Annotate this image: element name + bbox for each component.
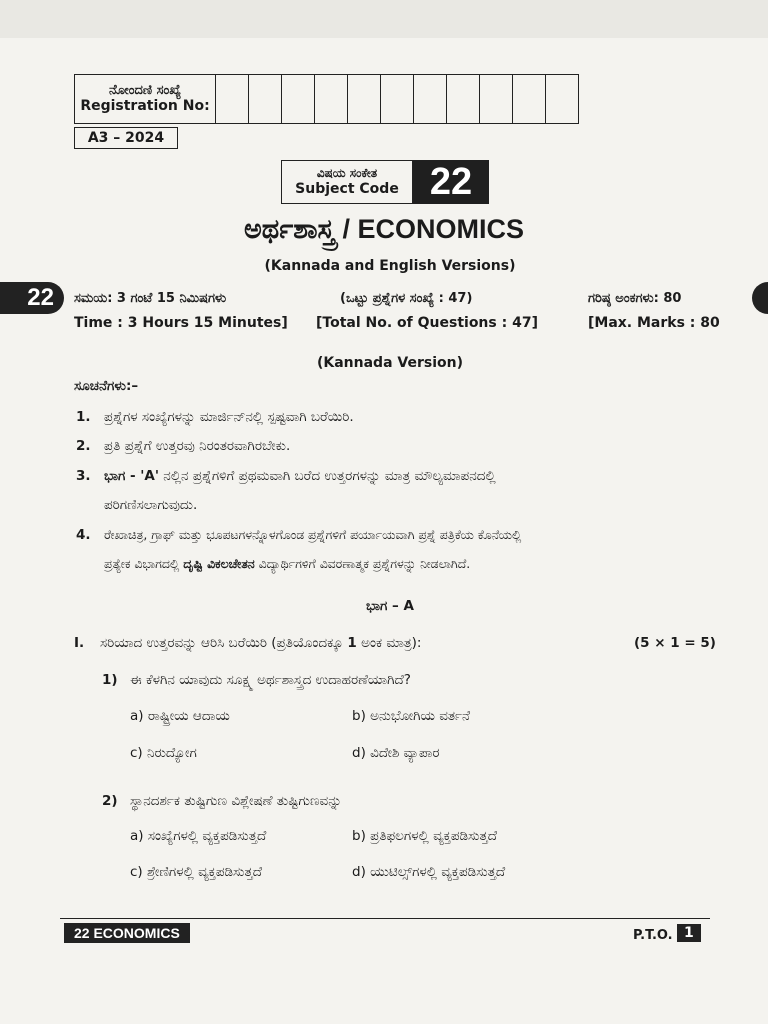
question-text — [100, 635, 421, 651]
instruction-text: ಪ್ರತಿ ಪ್ರಶ್ನೆಗೆ ಉತ್ತರವು ನಿರಂತರವಾಗಿರಬೇಕು. — [104, 438, 291, 454]
instruction-number: 4. — [76, 527, 91, 543]
registration-cell — [348, 75, 381, 124]
page-subtitle: (Kannada and English Versions) — [264, 258, 516, 274]
instruction-number: 3. — [76, 468, 91, 484]
registration-label-english: Registration No: — [80, 98, 210, 115]
instruction-text-part: ಪ್ರತ್ಯೇಕ ವಿಭಾಗದಲ್ಲಿ — [104, 556, 184, 571]
instruction-text-body: ನಲ್ಲಿನ ಪ್ರಶ್ನೆಗಳಿಗೆ ಪ್ರಥಮವಾಗಿ ಬರೆದ ಉತ್ತರಗಳನ್ನು ಮಾತ್ರ ಮೌಲ್ಯಮಾಪನದಲ್ಲಿ — [159, 468, 496, 484]
questions-english: [Total No. of Questions : 47] — [316, 315, 538, 331]
page-number: 1 — [677, 924, 701, 942]
option-a: a) ರಾಷ್ಟ್ರೀಯ ಆದಾಯ — [130, 708, 230, 724]
option-d: d) ವಿದೇಶಿ ವ್ಯಾಪಾರ — [352, 745, 440, 761]
footer-subject-label: 22 ECONOMICS — [64, 923, 190, 943]
time-kannada: ಸಮಯ: 3 ಗಂಟೆ 15 ನಿಮಿಷಗಳು — [74, 291, 227, 306]
instruction-bold-part: ದೃಷ್ಟಿ ವಿಕಲಚೇತನ — [183, 556, 255, 571]
registration-cell — [315, 75, 348, 124]
option-c: c) ನಿರುದ್ಯೋಗ — [130, 745, 197, 761]
version-heading: (Kannada Version) — [316, 355, 463, 371]
option-d: d) ಯುಟಿಲ್ಸ್‌ಗಳಲ್ಲಿ ವ್ಯಕ್ತಪಡಿಸುತ್ತದೆ — [352, 864, 506, 880]
marks-english: [Max. Marks : 80 — [588, 315, 720, 331]
subquestion-number: 1) — [102, 672, 118, 688]
subject-label-kannada: ವಿಷಯ ಸಂಕೇತ — [316, 166, 378, 181]
subject-label-english: Subject Code — [295, 180, 399, 197]
registration-cell — [414, 75, 447, 124]
questions-kannada: (ಒಟ್ಟು ಪ್ರಶ್ನೆಗಳ ಸಂಖ್ಯೆ : 47) — [340, 291, 473, 306]
instruction-bold-prefix: ಭಾಗ - 'A' — [104, 468, 160, 484]
registration-cell — [216, 75, 249, 124]
instruction-text-line2 — [104, 556, 470, 572]
option-b: b) ಅನುಭೋಗಿಯ ವರ್ತನೆ — [352, 708, 471, 724]
registration-label — [75, 75, 216, 124]
section-heading: ಭಾಗ – A — [366, 598, 414, 614]
subquestion-text: ಸ್ಥಾನದರ್ಶಕ ತುಷ್ಟಿಗುಣ ವಿಶ್ಲೇಷಣೆ ತುಷ್ಟಿಗುಣವನ್ನು — [130, 793, 342, 809]
question-number: I. — [74, 635, 85, 651]
instruction-text: ಪ್ರಶ್ನೆಗಳ ಸಂಖ್ಯೆಗಳನ್ನು ಮಾರ್ಜಿನ್‌ನಲ್ಲಿ ಸ್ಪಷ್ಟವಾಗಿ ಬರೆಯಿರಿ. — [104, 409, 354, 425]
subject-code-label — [281, 160, 413, 204]
registration-cell — [513, 75, 546, 124]
question-text-part: ಸರಿಯಾದ ಉತ್ತರವನ್ನು ಆರಿಸಿ ಬರೆಯಿರಿ (ಪ್ರತಿಯೊಂದಕ್ಕೂ — [100, 635, 348, 651]
instruction-number: 2. — [76, 438, 91, 454]
instruction-text-line2: ಪರಿಗಣಿಸಲಾಗುವುದು. — [104, 497, 198, 513]
question-bold-part: 1 — [347, 635, 357, 651]
registration-cell — [546, 75, 579, 124]
subquestion-number: 2) — [102, 793, 118, 809]
instruction-number: 1. — [76, 409, 91, 425]
side-tab-label: 22 — [27, 284, 54, 311]
registration-cell — [480, 75, 513, 124]
marks-kannada: ಗರಿಷ್ಠ ಅಂಕಗಳು: 80 — [588, 291, 682, 306]
registration-cell — [282, 75, 315, 124]
option-b: b) ಪ್ರತಿಫಲಗಳಲ್ಲಿ ವ್ಯಕ್ತಪಡಿಸುತ್ತದೆ — [352, 828, 497, 844]
side-tab — [0, 282, 64, 314]
question-marks: (5 × 1 = 5) — [634, 635, 716, 651]
pto-label: P.T.O. — [633, 928, 673, 943]
subject-code-box — [281, 160, 489, 204]
registration-cell — [381, 75, 414, 124]
paper-code: A3 – 2024 — [74, 127, 178, 149]
option-c: c) ಶ್ರೇಣಿಗಳಲ್ಲಿ ವ್ಯಕ್ತಪಡಿಸುತ್ತದೆ — [130, 864, 262, 880]
question-text-part: ಅಂಕ ಮಾತ್ರ): — [356, 635, 422, 651]
registration-label-kannada: ನೋಂದಣಿ ಸಂಖ್ಯೆ — [108, 82, 182, 98]
footer-rule — [60, 918, 710, 919]
registration-cell — [249, 75, 282, 124]
page-title: ಅರ್ಥಶಾಸ್ತ್ರ / ECONOMICS — [243, 214, 524, 244]
option-a: a) ಸಂಖ್ಯೆಗಳಲ್ಲಿ ವ್ಯಕ್ತಪಡಿಸುತ್ತದೆ — [130, 828, 267, 844]
time-english: Time : 3 Hours 15 Minutes] — [74, 315, 288, 331]
subquestion-text: ಈ ಕೆಳಗಿನ ಯಾವುದು ಸೂಕ್ಷ್ಮ ಅರ್ಥಶಾಸ್ತ್ರದ ಉದಾಹರಣೆಯಾಗಿದೆ? — [130, 672, 411, 688]
instruction-text: ರೇಖಾಚಿತ್ರ, ಗ್ರಾಫ್ ಮತ್ತು ಭೂಪಟಗಳನ್ನೊಳಗೊಂಡ ಪ್ರಶ್ನೆಗಳಿಗೆ ಪರ್ಯಾಯವಾಗಿ ಪ್ರಶ್ನೆ ಪತ್ರಿಕೆಯ ಕೊನೆಯಲ್ಲಿ — [104, 527, 522, 542]
instructions-heading: ಸೂಚನೆಗಳು:– — [74, 378, 139, 394]
instruction-text — [104, 468, 496, 484]
registration-table — [74, 74, 579, 124]
subject-code-number: 22 — [413, 160, 489, 204]
instruction-text-part: ವಿದ್ಯಾರ್ಥಿಗಳಿಗೆ ವಿವರಣಾತ್ಮಕ ಪ್ರಶ್ನೆಗಳನ್ನು ನೀಡಲಾಗಿದೆ. — [254, 556, 471, 571]
registration-cell — [447, 75, 480, 124]
